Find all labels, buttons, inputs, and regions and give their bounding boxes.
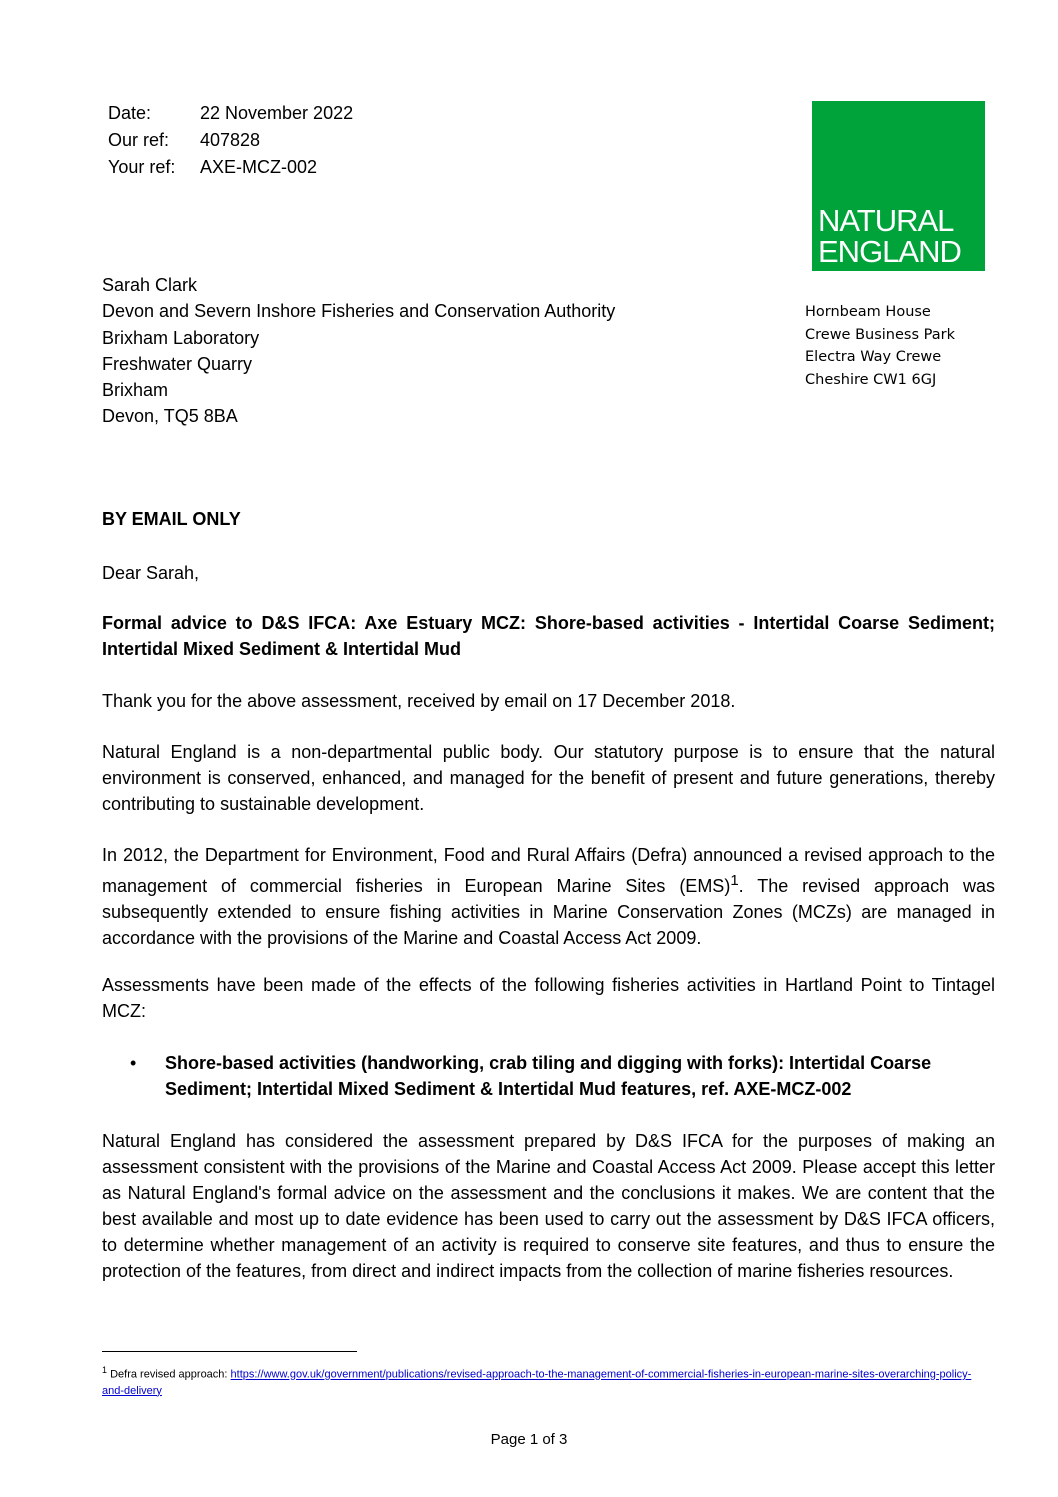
your-ref-value: AXE-MCZ-002 — [200, 157, 318, 177]
your-ref-label: Your ref: — [108, 157, 176, 177]
paragraph-3 — [102, 842, 995, 951]
our-ref-value: 407828 — [200, 130, 261, 150]
delivery-note: BY EMAIL ONLY — [102, 509, 241, 529]
paragraph-1: Thank you for the above assessment, received by email on 17 December 2018. — [102, 691, 736, 711]
sender-address-line: Electra Way Crewe — [805, 349, 942, 365]
bullet-item — [130, 1050, 995, 1102]
logo-line-2: ENGLAND — [818, 234, 961, 269]
logo-line-1: NATURAL — [818, 203, 954, 238]
recipient-address-line: Brixham — [102, 380, 169, 401]
bullet-text: Shore-based activities (handworking, crab tiling and digging with forks): Intertidal Coarse Sediment; Intertidal Mixed Sediment & Intertidal Mud features, ref. AXE-MCZ-002 — [165, 1053, 932, 1099]
recipient-name: Sarah Clark — [102, 275, 198, 295]
sender-address-line: Cheshire CW1 6GJ — [805, 371, 937, 388]
date-value: 22 November 2022 — [200, 103, 354, 123]
sender-address — [805, 301, 955, 391]
paragraph-3-text-b: . The revised approach was subsequently extended to ensure fishing activities in Marine Conservation Zones (MCZs) are managed in accordance with the provisions of the Marine and Coastal Access Act 2009. — [102, 876, 995, 948]
footnote — [102, 1362, 982, 1399]
page-number: Page 1 of 3 — [490, 1431, 568, 1448]
sender-address-line: Hornbeam House — [805, 304, 931, 320]
footnote-link[interactable]: https://www.gov.uk/government/publications/revised-approach-to-the-management-of-commercial-fisheries-in-european-marine-sites-overarching-policy-and-delivery — [102, 1368, 972, 1397]
footnote-divider — [102, 1351, 357, 1352]
recipient-address-line: Brixham Laboratory — [102, 327, 260, 348]
paragraph-2: Natural England is a non-departmental public body. Our statutory purpose is to ensure that the natural environment is conserved, enhanced, and managed for the benefit of present and future generations, thereby contributing to sustainable development. — [102, 742, 995, 814]
recipient-address — [102, 272, 615, 430]
logo-text — [818, 205, 981, 267]
reference-block — [108, 100, 353, 181]
date-row — [108, 100, 353, 127]
sender-address-line: Crewe Business Park — [805, 326, 955, 343]
footnote-number: 1 — [102, 1365, 108, 1375]
our-ref-label: Our ref: — [108, 130, 170, 150]
subject-line: Formal advice to D&S IFCA: Axe Estuary MCZ: Shore-based activities - Intertidal Coarse Sediment; Intertidal Mixed Sediment & Intertidal Mud — [102, 613, 995, 659]
natural-england-logo — [812, 101, 985, 271]
date-label: Date: — [108, 103, 152, 123]
your-ref-row — [108, 154, 353, 181]
recipient-address-line: Freshwater Quarry — [102, 353, 253, 374]
paragraph-3-text-a: In 2012, the Department for Environment, Food and Rural Affairs (Defra) announced a revised approach to the management of commercial fisheries in European Marine Sites (EMS) — [102, 845, 995, 896]
paragraph-5: Natural England has considered the assessment prepared by D&S IFCA for the purposes of making an assessment consistent with the provisions of the Marine and Coastal Access Act 2009. Please accept this letter as Natural England's formal advice on the assessment and the conclusions it makes. We are content that the best available and most up to date evidence has been used to carry out the assessment by D&S IFCA officers, to determine whether management of an activity is required to conserve site features, and thus to ensure the protection of the features, from direct and indirect impacts from the collection of marine fisheries resources. — [102, 1131, 995, 1281]
our-ref-row — [108, 127, 353, 154]
bullet-icon: • — [130, 1053, 137, 1073]
salutation: Dear Sarah, — [102, 563, 200, 583]
recipient-address-line: Devon and Severn Inshore Fisheries and Conservation Authority — [102, 301, 616, 322]
footnote-label: Defra revised approach: — [110, 1368, 228, 1381]
footnote-reference: 1 — [730, 872, 739, 889]
recipient-address-line: Devon, TQ5 8BA — [102, 406, 238, 427]
paragraph-4: Assessments have been made of the effects of the following fisheries activities in Hartland Point to Tintagel MCZ: — [102, 975, 995, 1021]
